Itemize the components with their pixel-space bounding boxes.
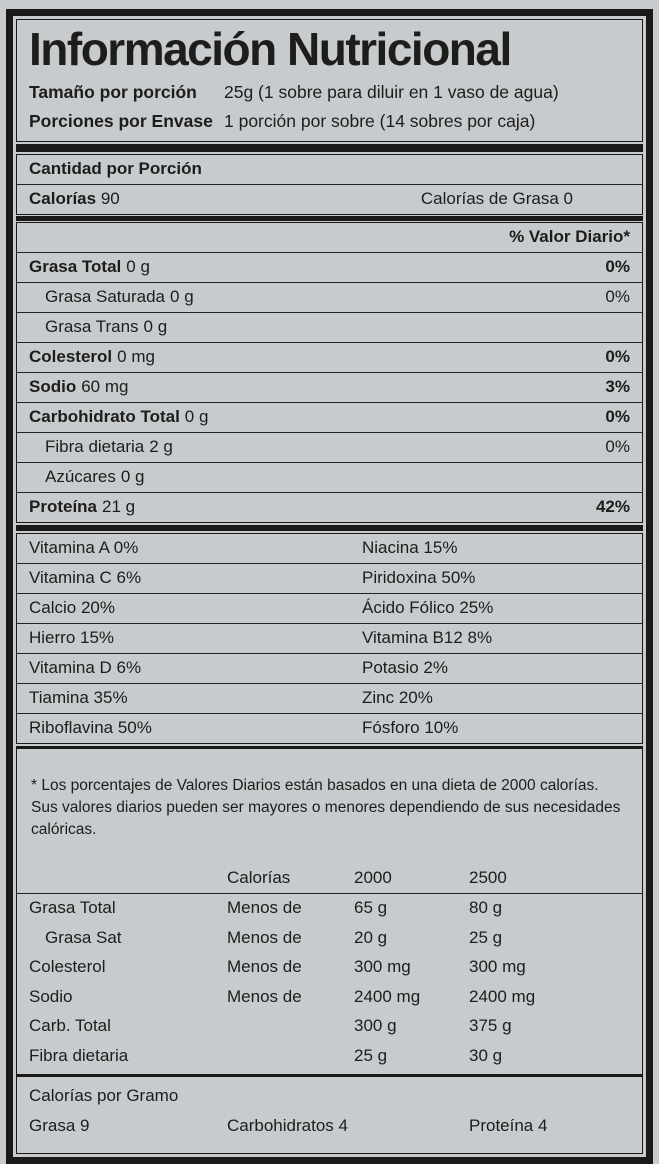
ref-2500-value: 30 g — [469, 1045, 503, 1065]
micronutrient-left: Calcio 20% — [29, 598, 115, 618]
micronutrient-right: Ácido Fólico 25% — [362, 598, 494, 618]
serving-row-value: 1 porción por sobre (14 sobres por caja) — [224, 110, 536, 131]
micronutrient-row — [17, 684, 642, 714]
ref-qualifier: Menos de — [227, 927, 302, 947]
ref-2000-value: 300 g — [354, 1016, 397, 1036]
micronutrient-rows — [17, 534, 642, 743]
micronutrient-row — [17, 654, 642, 684]
nutrient-name-amount: Grasa Trans 0 g — [45, 317, 168, 337]
reference-table-row — [17, 982, 642, 1012]
thick-divider — [16, 144, 643, 152]
micronutrient-left: Riboflavina 50% — [29, 718, 152, 738]
nutrient-name-amount: Colesterol 0 mg — [29, 347, 155, 367]
reference-table-row — [17, 953, 642, 983]
nutrient-name-amount: Sodio 60 mg — [29, 377, 129, 397]
nutrient-name-amount: Proteína 21 g — [29, 497, 136, 517]
label-title: Información Nutricional — [29, 23, 511, 75]
col-2000: 2000 — [354, 867, 392, 887]
cpg-protein: Proteína 4 — [469, 1115, 548, 1135]
header-section — [16, 19, 643, 142]
micronutrient-left: Hierro 15% — [29, 628, 115, 648]
reference-table-header — [17, 863, 642, 894]
micronutrient-left: Vitamina A 0% — [29, 538, 139, 558]
micronutrient-right: Vitamina B12 8% — [362, 628, 493, 648]
ref-label: Grasa Sat — [45, 927, 122, 947]
nutrient-daily-value: 0% — [605, 347, 630, 367]
micronutrient-row — [17, 624, 642, 654]
nutrient-name-amount: Grasa Saturada 0 g — [45, 287, 194, 307]
nutrient-daily-value: 0% — [605, 287, 630, 307]
nutrition-label — [6, 9, 653, 1164]
amount-heading: Cantidad por Porción — [17, 155, 642, 185]
nutrient-daily-value: 42% — [595, 497, 630, 517]
micronutrient-right: Niacina 15% — [362, 538, 458, 558]
medium-divider — [16, 525, 643, 531]
ref-2500-value: 2400 mg — [469, 986, 536, 1006]
micronutrient-right: Potasio 2% — [362, 658, 448, 678]
nutrient-row — [17, 372, 642, 402]
nutrient-row — [17, 253, 642, 282]
ref-qualifier: Menos de — [227, 986, 302, 1006]
serving-info — [17, 78, 642, 136]
calories-row — [17, 185, 642, 214]
micronutrient-row — [17, 594, 642, 624]
micronutrient-left: Tiamina 35% — [29, 688, 128, 708]
daily-value-heading: % Valor Diario* — [17, 223, 642, 253]
micronutrient-row — [17, 714, 642, 743]
reference-table-row — [17, 1041, 642, 1071]
ref-2500-value: 300 mg — [469, 957, 526, 977]
micronutrients-section — [16, 533, 643, 744]
ref-2000-value: 2400 mg — [354, 986, 421, 1006]
reference-table-row — [17, 894, 642, 924]
nutrient-row — [17, 342, 642, 372]
reference-table-rows — [17, 894, 642, 1071]
col-calories: Calorías — [227, 867, 291, 887]
amount-per-serving-section — [16, 154, 643, 215]
ref-2000-value: 300 mg — [354, 957, 411, 977]
serving-row — [17, 78, 642, 107]
serving-row — [17, 107, 642, 136]
daily-value-footnote: * Los porcentajes de Valores Diarios están basados en una dieta de 2000 calorías. Sus valores diarios pueden ser mayores o menores dependiendo de sus necesidades calóricas. — [31, 777, 621, 839]
medium-divider — [16, 216, 643, 221]
reference-table-row — [17, 923, 642, 953]
serving-row-value: 25g (1 sobre para diluir en 1 vaso de agua) — [224, 81, 559, 102]
ref-2000-value: 65 g — [354, 898, 388, 918]
micronutrient-left: Vitamina C 6% — [29, 568, 142, 588]
nutrient-name-amount: Fibra dietaria 2 g — [45, 437, 173, 457]
micronutrient-right: Zinc 20% — [362, 688, 433, 708]
ref-2000-value: 20 g — [354, 927, 388, 947]
ref-qualifier: Menos de — [227, 898, 302, 918]
serving-row-label: Tamaño por porción — [29, 81, 197, 102]
ref-2000-value: 25 g — [354, 1045, 388, 1065]
reference-table-row — [17, 1012, 642, 1042]
ref-2500-value: 80 g — [469, 898, 503, 918]
nutrient-name-amount: Grasa Total 0 g — [29, 257, 150, 277]
micronutrient-left: Vitamina D 6% — [29, 658, 142, 678]
nutrient-daily-value: 0% — [605, 437, 630, 457]
calories-value: Calorías 90 — [29, 189, 120, 209]
daily-value-section — [16, 222, 643, 523]
micronutrient-right: Fósforo 10% — [362, 718, 459, 738]
ref-label: Fibra dietaria — [29, 1045, 129, 1065]
nutrient-row — [17, 402, 642, 432]
nutrient-daily-value: 0% — [605, 257, 630, 277]
cpg-carbs: Carbohidratos 4 — [227, 1115, 348, 1135]
nutrient-rows — [17, 253, 642, 522]
nutrient-row — [17, 492, 642, 522]
cpg-fat: Grasa 9 — [29, 1115, 90, 1135]
micronutrient-right: Piridoxina 50% — [362, 568, 476, 588]
nutrient-row — [17, 432, 642, 462]
ref-label: Colesterol — [29, 957, 106, 977]
ref-label: Grasa Total — [29, 898, 116, 918]
nutrient-row — [17, 312, 642, 342]
ref-qualifier: Menos de — [227, 957, 302, 977]
calories-per-gram-row — [17, 1111, 642, 1141]
col-2500: 2500 — [469, 867, 507, 887]
ref-label: Sodio — [29, 986, 73, 1006]
micronutrient-row — [17, 564, 642, 594]
nutrient-row — [17, 282, 642, 312]
nutrient-row — [17, 462, 642, 492]
calories-per-gram-heading: Calorías por Gramo — [29, 1085, 179, 1105]
nutrient-name-amount: Carbohidrato Total 0 g — [29, 407, 209, 427]
nutrient-daily-value: 0% — [605, 407, 630, 427]
serving-row-label: Porciones por Envase — [29, 110, 213, 131]
ref-label: Carb. Total — [29, 1016, 111, 1036]
ref-2500-value: 25 g — [469, 927, 503, 947]
ref-2500-value: 375 g — [469, 1016, 512, 1036]
footnote-section — [16, 746, 643, 1154]
nutrient-daily-value: 3% — [605, 377, 630, 397]
calories-from-fat: Calorías de Grasa 0 — [420, 189, 573, 209]
micronutrient-row — [17, 534, 642, 564]
nutrient-name-amount: Azúcares 0 g — [45, 467, 145, 487]
